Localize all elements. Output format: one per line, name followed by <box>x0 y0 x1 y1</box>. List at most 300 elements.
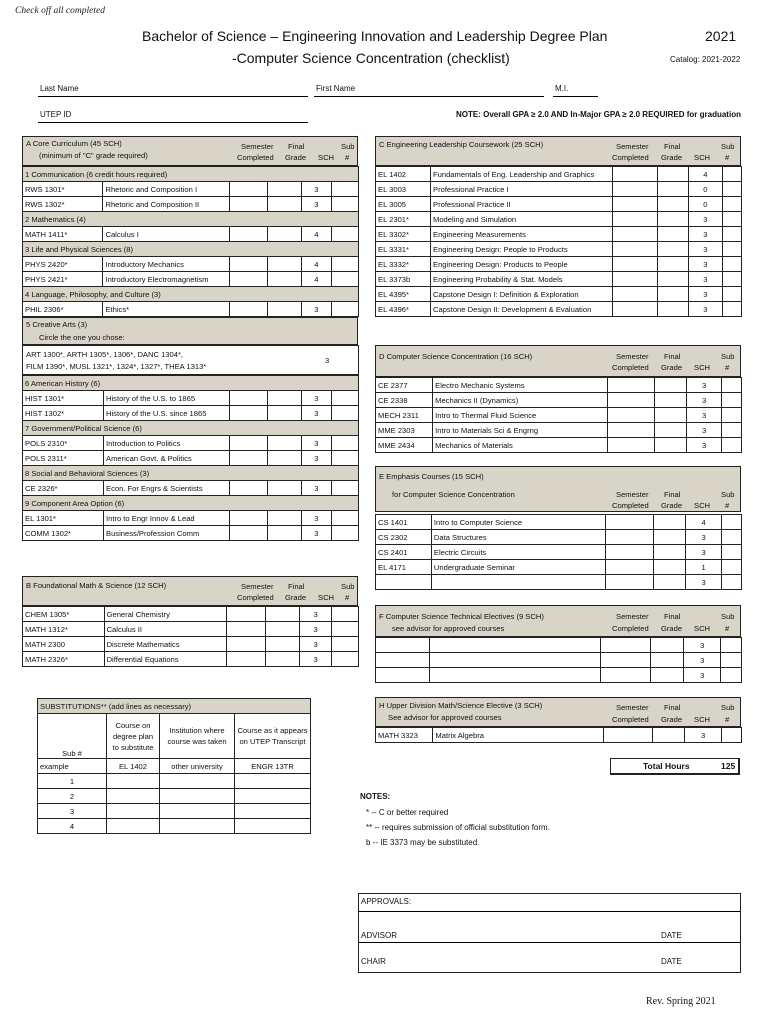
final-grade-cell[interactable] <box>268 257 301 272</box>
semester-completed-cell[interactable] <box>227 607 266 622</box>
sub-num-cell[interactable] <box>723 197 742 212</box>
sch-cell: 3 <box>301 302 332 317</box>
creative-options-line1: ART 1300*, ARTH 1305*, 1306*, DANC 1304*, <box>26 350 184 359</box>
sub-course-cell[interactable] <box>107 789 160 804</box>
sub-num-cell[interactable] <box>722 545 742 560</box>
sub-num-cell[interactable] <box>722 408 742 423</box>
final-grade-cell[interactable] <box>652 728 684 743</box>
sch-cell: 3 <box>684 653 721 668</box>
semester-completed-cell[interactable] <box>613 197 658 212</box>
section-d-title: D Computer Science Concentration (16 SCH) <box>379 352 533 361</box>
group-header-row <box>23 496 359 511</box>
course-row <box>23 406 359 421</box>
sub-number: 1 <box>38 774 107 789</box>
course-code: MATH 2300 <box>23 637 105 652</box>
course-code: PHYS 2421* <box>23 272 103 287</box>
sub-transcript-cell[interactable] <box>235 774 311 789</box>
note-line-3: b -- IE 3373 may be substituted. <box>366 838 480 847</box>
course-row <box>23 607 359 622</box>
group-label: 1 Communication (6 credit hours required) <box>23 167 359 182</box>
course-code <box>376 668 430 683</box>
sub-num-cell[interactable] <box>723 302 742 317</box>
sub-num-cell[interactable] <box>332 182 359 197</box>
semester-completed-cell[interactable] <box>608 393 655 408</box>
col-grade: Grade <box>285 593 307 602</box>
sub-num-cell[interactable] <box>332 511 359 526</box>
group-label: 3 Life and Physical Sciences (8) <box>23 242 359 257</box>
semester-completed-cell[interactable] <box>606 515 654 530</box>
col-completed: Completed <box>612 153 649 162</box>
sch-cell: 0 <box>688 197 722 212</box>
course-row <box>23 227 359 242</box>
sub-institution-cell[interactable] <box>160 774 235 789</box>
course-code: HIST 1302* <box>23 406 104 421</box>
course-code: EL 3373b <box>376 272 431 287</box>
semester-completed-cell[interactable] <box>606 530 654 545</box>
semester-completed-cell[interactable] <box>606 545 654 560</box>
course-row <box>23 197 359 212</box>
course-title: Engineering Measurements <box>431 227 613 242</box>
col-final: Final <box>664 612 681 621</box>
sch-cell: 3 <box>686 378 722 393</box>
course-code: PHIL 2306* <box>23 302 103 317</box>
final-grade-cell[interactable] <box>658 197 688 212</box>
final-grade-cell[interactable] <box>655 393 687 408</box>
final-grade-cell[interactable] <box>653 560 685 575</box>
course-title: Capstone Design I: Definition & Exploration <box>431 287 613 302</box>
sch-cell: 4 <box>301 257 332 272</box>
course-code: CS 1401 <box>376 515 432 530</box>
course-row <box>376 242 742 257</box>
col-sch: SCH <box>694 153 711 162</box>
course-code: HIST 1301* <box>23 391 104 406</box>
group-label: 9 Component Area Option (6) <box>23 496 359 511</box>
sub-num-cell[interactable] <box>722 423 742 438</box>
semester-completed-cell[interactable] <box>600 668 650 683</box>
col-grade: Grade <box>661 153 683 162</box>
substitution-row <box>38 774 311 789</box>
utep-id-line[interactable] <box>38 122 308 123</box>
course-title: Intro to Thermal Fluid Science <box>433 408 608 423</box>
final-grade-cell[interactable] <box>655 423 687 438</box>
sub-num-cell[interactable] <box>723 242 742 257</box>
course-code: MME 2303 <box>376 423 433 438</box>
course-row <box>23 622 359 637</box>
final-grade-cell[interactable] <box>268 227 301 242</box>
final-grade-cell[interactable] <box>653 530 685 545</box>
sch-cell: 3 <box>300 637 331 652</box>
course-row <box>376 167 742 182</box>
final-grade-cell[interactable] <box>658 227 688 242</box>
course-title: Rhetoric and Composition I <box>103 182 229 197</box>
final-grade-cell[interactable] <box>653 575 685 590</box>
section-d-header <box>375 345 741 377</box>
sub-num-header: Sub # <box>38 714 107 759</box>
semester-completed-cell[interactable] <box>608 408 655 423</box>
sub-num-cell[interactable] <box>332 272 359 287</box>
final-grade-cell[interactable] <box>658 287 688 302</box>
final-grade-cell[interactable] <box>658 167 688 182</box>
semester-completed-cell[interactable] <box>229 481 267 496</box>
sub-num-cell[interactable] <box>332 451 359 466</box>
sub-num-cell[interactable] <box>722 378 742 393</box>
sub-num-cell[interactable] <box>723 182 742 197</box>
sub-num-cell[interactable] <box>331 622 358 637</box>
course-code: POLS 2310* <box>23 436 104 451</box>
course-title: Introduction to Politics <box>104 436 230 451</box>
final-grade-cell[interactable] <box>655 408 687 423</box>
course-title: American Govt. & Politics <box>104 451 230 466</box>
col-final: Final <box>664 490 681 499</box>
col-num: # <box>725 624 730 633</box>
semester-completed-cell[interactable] <box>613 257 658 272</box>
final-grade-cell[interactable] <box>658 302 688 317</box>
group-label: 2 Mathematics (4) <box>23 212 359 227</box>
sub-num-cell[interactable] <box>721 638 742 653</box>
group-header-row <box>23 466 359 481</box>
sub-num-cell[interactable] <box>332 526 359 541</box>
sch-cell: 3 <box>300 622 331 637</box>
final-grade-cell[interactable] <box>268 511 301 526</box>
sub-num-cell[interactable] <box>332 406 359 421</box>
semester-completed-cell[interactable] <box>227 637 266 652</box>
final-grade-cell[interactable] <box>650 653 683 668</box>
sub-course-cell[interactable] <box>107 774 160 789</box>
final-grade-cell[interactable] <box>268 182 301 197</box>
sub-course-cell[interactable] <box>107 819 160 834</box>
sub-num-cell[interactable] <box>721 653 742 668</box>
semester-completed-cell[interactable] <box>608 378 655 393</box>
semester-completed-cell[interactable] <box>606 560 654 575</box>
semester-completed-cell[interactable] <box>229 227 267 242</box>
semester-completed-cell[interactable] <box>229 526 267 541</box>
sch-cell: 3 <box>301 526 332 541</box>
sub-num-cell[interactable] <box>722 515 742 530</box>
semester-completed-cell[interactable] <box>229 406 267 421</box>
section-e-table <box>375 514 742 590</box>
chair-label: CHAIR <box>361 957 386 966</box>
course-title: Engineering Design: People to Products <box>431 242 613 257</box>
sub-transcript-cell[interactable] <box>235 819 311 834</box>
course-row <box>376 212 742 227</box>
semester-completed-cell[interactable] <box>229 302 267 317</box>
sub-num-cell[interactable] <box>332 257 359 272</box>
sch-cell: 3 <box>686 575 722 590</box>
course-code: CS 2302 <box>376 530 432 545</box>
course-title: Econ. For Engrs & Scientists <box>104 481 230 496</box>
col-grade: Grade <box>661 624 683 633</box>
semester-completed-cell[interactable] <box>608 438 655 453</box>
col-sch: SCH <box>318 593 335 602</box>
example-institution: other university <box>160 759 235 774</box>
example-course: EL 1402 <box>107 759 160 774</box>
col-final: Final <box>664 352 681 361</box>
transcript-course-header: Course as it appears on UTEP Transcript <box>235 714 311 759</box>
final-grade-cell[interactable] <box>268 526 301 541</box>
sub-num-cell[interactable] <box>723 272 742 287</box>
semester-completed-cell[interactable] <box>613 212 658 227</box>
semester-completed-cell[interactable] <box>227 652 266 667</box>
final-grade-cell[interactable] <box>268 197 301 212</box>
col-semester: Semester <box>616 612 649 621</box>
sub-num-cell[interactable] <box>331 607 358 622</box>
section-a-title: A Core Curriculum (45 SCH) <box>26 139 122 148</box>
note-line-1: * -- C or better required <box>366 808 449 817</box>
creative-arts-header <box>22 317 358 345</box>
sub-num-cell[interactable] <box>723 287 742 302</box>
semester-completed-cell[interactable] <box>608 423 655 438</box>
section-c-title: C Engineering Leadership Coursework (25 SCH) <box>379 140 544 149</box>
course-row <box>23 637 359 652</box>
substitution-row <box>38 804 311 819</box>
sub-num-cell[interactable] <box>722 530 742 545</box>
col-completed: Completed <box>237 153 274 162</box>
course-code: MATH 2326* <box>23 652 105 667</box>
course-row <box>376 438 742 453</box>
course-row <box>376 728 742 743</box>
group-header-row <box>23 242 359 257</box>
section-f-title: F Computer Science Technical Electives (9 SCH) <box>379 612 544 621</box>
semester-completed-cell[interactable] <box>229 511 267 526</box>
course-title: History of the U.S. to 1865 <box>104 391 230 406</box>
final-grade-cell[interactable] <box>650 638 683 653</box>
sub-num-cell[interactable] <box>332 302 359 317</box>
semester-completed-cell[interactable] <box>229 182 267 197</box>
course-code: CHEM 1305* <box>23 607 105 622</box>
sub-num-cell[interactable] <box>723 167 742 182</box>
course-title: Data Structures <box>431 530 605 545</box>
sch-cell: 3 <box>686 423 722 438</box>
first-name-label: First Name <box>316 84 356 93</box>
section-a-table-1 <box>22 166 359 317</box>
sub-num-cell[interactable] <box>723 227 742 242</box>
sub-institution-cell[interactable] <box>160 804 235 819</box>
section-e-subtitle: for Computer Science Concentration <box>392 490 515 499</box>
semester-completed-cell[interactable] <box>227 622 266 637</box>
semester-completed-cell[interactable] <box>613 287 658 302</box>
advisor-signature-line[interactable] <box>359 942 740 943</box>
final-grade-cell[interactable] <box>266 622 300 637</box>
semester-completed-cell[interactable] <box>600 653 650 668</box>
sub-num-cell[interactable] <box>332 227 359 242</box>
mi-label: M.I. <box>555 84 569 93</box>
final-grade-cell[interactable] <box>266 637 300 652</box>
advisor-date-label: DATE <box>661 931 682 940</box>
final-grade-cell[interactable] <box>266 652 300 667</box>
col-sub: Sub <box>341 142 355 151</box>
sub-num-cell[interactable] <box>723 212 742 227</box>
final-grade-cell[interactable] <box>653 515 685 530</box>
sub-num-cell[interactable] <box>331 637 358 652</box>
course-code: EL 3003 <box>376 182 431 197</box>
section-b-header <box>22 576 358 606</box>
semester-completed-cell[interactable] <box>604 728 652 743</box>
course-code: MECH 2311 <box>376 408 433 423</box>
col-num: # <box>725 153 730 162</box>
sub-number: 3 <box>38 804 107 819</box>
sch-cell: 3 <box>684 668 721 683</box>
sub-num-cell[interactable] <box>723 257 742 272</box>
section-h-title: H Upper Division Math/Science Elective (3 SCH) <box>379 701 543 710</box>
creative-arts-options[interactable] <box>22 345 359 375</box>
sub-num-cell[interactable] <box>332 391 359 406</box>
first-name-line[interactable] <box>314 96 544 97</box>
sub-num-cell[interactable] <box>332 436 359 451</box>
last-name-line[interactable] <box>38 96 308 97</box>
sch-cell: 3 <box>301 406 332 421</box>
group-header-row <box>23 376 359 391</box>
sub-num-cell[interactable] <box>722 438 742 453</box>
final-grade-cell[interactable] <box>650 668 683 683</box>
sub-institution-cell[interactable] <box>160 789 235 804</box>
course-title: Rhetoric and Composition II <box>103 197 229 212</box>
semester-completed-cell[interactable] <box>613 272 658 287</box>
sub-num-cell[interactable] <box>722 560 742 575</box>
final-grade-cell[interactable] <box>655 438 687 453</box>
substitutions-title: SUBSTITUTIONS** (add lines as necessary) <box>38 699 311 714</box>
final-grade-cell[interactable] <box>658 257 688 272</box>
course-row <box>376 287 742 302</box>
final-grade-cell[interactable] <box>268 406 301 421</box>
course-code: EL 3005 <box>376 197 431 212</box>
course-title <box>430 668 601 683</box>
final-grade-cell[interactable] <box>268 272 301 287</box>
sub-num-cell[interactable] <box>331 652 358 667</box>
course-title: Engineering Probability & Stat. Models <box>431 272 613 287</box>
semester-completed-cell[interactable] <box>613 242 658 257</box>
sch-cell: 3 <box>686 393 722 408</box>
course-row <box>23 481 359 496</box>
sch-cell: 3 <box>301 182 332 197</box>
semester-completed-cell[interactable] <box>229 197 267 212</box>
sch-cell: 3 <box>688 212 722 227</box>
sub-institution-cell[interactable] <box>160 819 235 834</box>
semester-completed-cell[interactable] <box>606 575 654 590</box>
sub-transcript-cell[interactable] <box>235 804 311 819</box>
section-h-subtitle: See advisor for approved courses <box>388 713 502 722</box>
final-grade-cell[interactable] <box>268 391 301 406</box>
approvals-box <box>358 893 741 973</box>
sub-num-cell[interactable] <box>722 575 742 590</box>
col-num: # <box>345 593 350 602</box>
mi-line[interactable] <box>553 96 598 97</box>
course-on-plan-header: Course on degree plan to substitute <box>107 714 160 759</box>
final-grade-cell[interactable] <box>268 451 301 466</box>
col-completed: Completed <box>612 624 649 633</box>
course-row <box>23 391 359 406</box>
semester-completed-cell[interactable] <box>229 257 267 272</box>
final-grade-cell[interactable] <box>658 242 688 257</box>
sch-cell: 0 <box>688 182 722 197</box>
semester-completed-cell[interactable] <box>229 272 267 287</box>
course-row <box>376 272 742 287</box>
course-title: Matrix Algebra <box>433 728 604 743</box>
final-grade-cell[interactable] <box>655 378 687 393</box>
semester-completed-cell[interactable] <box>229 451 267 466</box>
gpa-note: NOTE: Overall GPA ≥ 2.0 AND In-Major GPA ≥ 2.0 REQUIRED for graduation <box>456 110 741 119</box>
final-grade-cell[interactable] <box>268 481 301 496</box>
sub-num-cell[interactable] <box>722 393 742 408</box>
semester-completed-cell[interactable] <box>613 227 658 242</box>
final-grade-cell[interactable] <box>658 272 688 287</box>
final-grade-cell[interactable] <box>653 545 685 560</box>
col-final: Final <box>288 582 305 591</box>
semester-completed-cell[interactable] <box>613 302 658 317</box>
final-grade-cell[interactable] <box>658 212 688 227</box>
sch-cell: 3 <box>688 287 722 302</box>
course-title: Electric Circuits <box>431 545 605 560</box>
final-grade-cell[interactable] <box>268 436 301 451</box>
sub-num-cell[interactable] <box>721 728 741 743</box>
section-f-header <box>375 605 741 637</box>
course-row <box>376 257 742 272</box>
course-title <box>431 575 605 590</box>
course-code: CE 2338 <box>376 393 433 408</box>
course-row <box>23 257 359 272</box>
sch-cell: 4 <box>301 272 332 287</box>
sub-course-cell[interactable] <box>107 804 160 819</box>
col-final: Final <box>664 703 681 712</box>
semester-completed-cell[interactable] <box>229 436 267 451</box>
total-hours-value: 125 <box>721 761 736 771</box>
sub-num-cell[interactable] <box>332 197 359 212</box>
page-subtitle: -Computer Science Concentration (checklist) <box>232 50 510 66</box>
course-code: RWS 1302* <box>23 197 103 212</box>
course-code: PHYS 2420* <box>23 257 103 272</box>
course-row <box>376 638 742 653</box>
sub-transcript-cell[interactable] <box>235 789 311 804</box>
creative-arts-label: 5 Creative Arts (3) <box>26 320 88 329</box>
sub-num-cell[interactable] <box>332 481 359 496</box>
sub-num-cell[interactable] <box>721 668 742 683</box>
course-code: EL 4395* <box>376 287 431 302</box>
semester-completed-cell[interactable] <box>600 638 650 653</box>
final-grade-cell[interactable] <box>268 302 301 317</box>
semester-completed-cell[interactable] <box>613 167 658 182</box>
course-title <box>430 653 601 668</box>
final-grade-cell[interactable] <box>266 607 300 622</box>
col-num: # <box>725 363 730 372</box>
col-semester: Semester <box>241 142 274 151</box>
sch-cell: 3 <box>686 545 722 560</box>
creative-arts-instruction: Circle the one you chose: <box>39 333 125 342</box>
course-row <box>23 511 359 526</box>
col-sch: SCH <box>694 363 711 372</box>
section-e-title: E Emphasis Courses (15 SCH) <box>379 472 484 481</box>
course-code: MME 2434 <box>376 438 433 453</box>
course-title: Fundamentals of Eng. Leadership and Graphics <box>431 167 613 182</box>
course-title: Ethics* <box>103 302 229 317</box>
creative-sch: 3 <box>325 356 330 365</box>
sch-cell: 3 <box>301 481 332 496</box>
course-title: Mechanics II (Dynamics) <box>433 393 608 408</box>
sch-cell: 3 <box>301 197 332 212</box>
semester-completed-cell[interactable] <box>229 391 267 406</box>
group-header-row <box>23 167 359 182</box>
course-code <box>376 638 430 653</box>
semester-completed-cell[interactable] <box>613 182 658 197</box>
final-grade-cell[interactable] <box>658 182 688 197</box>
course-row <box>376 378 742 393</box>
group-header-row <box>23 212 359 227</box>
course-code: CS 2401 <box>376 545 432 560</box>
section-h-header <box>375 697 741 727</box>
notes-title: NOTES: <box>360 792 391 801</box>
course-row <box>376 227 742 242</box>
col-semester: Semester <box>616 703 649 712</box>
section-b-title: B Foundational Math & Science (12 SCH) <box>26 581 167 590</box>
course-code: POLS 2311* <box>23 451 104 466</box>
